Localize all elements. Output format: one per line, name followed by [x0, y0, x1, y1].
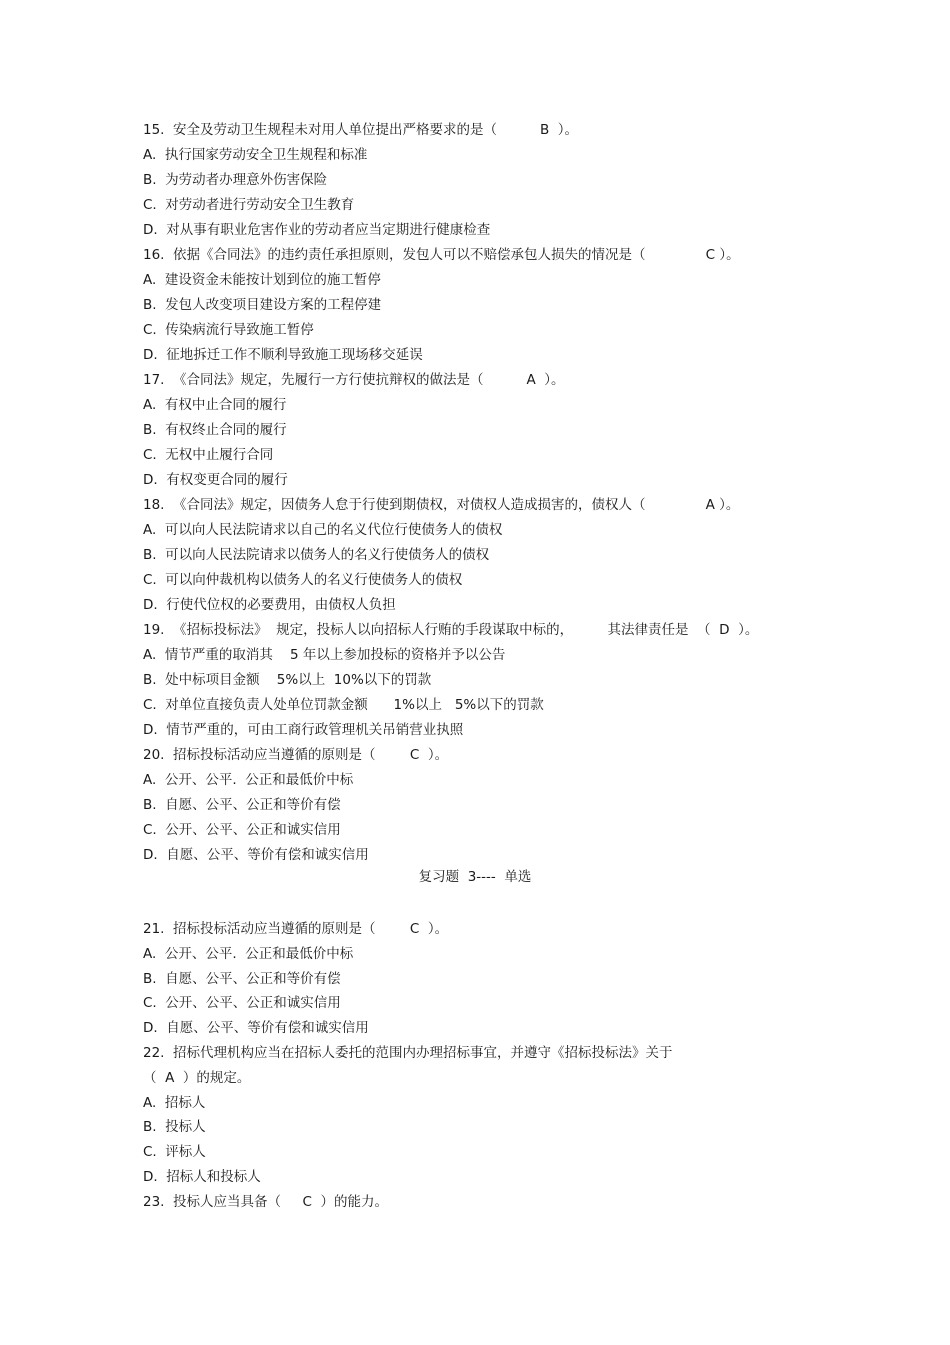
option-line: B. 为劳动者办理意外伤害保险 — [143, 172, 328, 188]
option-line: C. 公开、公平、公正和诚实信用 — [143, 822, 341, 838]
option-line: B. 自愿、公平、公正和等价有偿 — [143, 797, 341, 813]
question-line: 20. 招标投标活动应当遵循的原则是（ C ）。 — [143, 747, 449, 763]
option-line: B. 可以向人民法院请求以债务人的名义行使债务人的债权 — [143, 547, 490, 563]
question-line: 18. 《合同法》规定，因债务人怠于行使到期债权，对债权人造成损害的，债权人（ A ）。 — [143, 497, 740, 513]
question-line: （ A ）的规定。 — [143, 1069, 251, 1086]
question-line: 15. 安全及劳动卫生规程未对用人单位提出严格要求的是（ B ）。 — [143, 122, 579, 138]
option-line: A. 执行国家劳动安全卫生规程和标准 — [143, 147, 368, 163]
option-line: A. 有权中止合同的履行 — [143, 397, 287, 413]
option-line: D. 情节严重的，可由工商行政管理机关吊销营业执照 — [143, 722, 464, 738]
question-line: 23. 投标人应当具备（ C ）的能力。 — [143, 1193, 389, 1210]
option-line: A. 公开、公平. 公正和最低价中标 — [143, 945, 354, 962]
option-line: B. 发包人改变项目建设方案的工程停建 — [143, 297, 382, 313]
option-line: A. 建设资金未能按计划到位的施工暂停 — [143, 272, 381, 288]
option-line: C. 对单位直接负责人处单位罚款金额 1%以上 5%以下的罚款 — [143, 697, 544, 713]
option-line: C. 无权中止履行合同 — [143, 447, 274, 463]
option-line: A. 可以向人民法院请求以自己的名义代位行使债务人的债权 — [143, 522, 503, 538]
option-line: D. 自愿、公平、等价有偿和诚实信用 — [143, 1020, 369, 1037]
option-line: D. 行使代位权的必要费用，由债权人负担 — [143, 597, 396, 613]
option-line: B. 有权终止合同的履行 — [143, 422, 287, 438]
option-line: C. 可以向仲裁机构以债务人的名义行使债务人的债权 — [143, 572, 463, 588]
option-line: C. 公开、公平、公正和诚实信用 — [143, 995, 341, 1012]
option-line: B. 投标人 — [143, 1119, 206, 1136]
option-line: A. 公开、公平. 公正和最低价中标 — [143, 772, 354, 788]
question-line: 21. 招标投标活动应当遵循的原则是（ C ）。 — [143, 921, 449, 937]
option-line: B. 处中标项目金额 5%以上 10%以下的罚款 — [143, 672, 432, 688]
option-line: B. 自愿、公平、公正和等价有偿 — [143, 970, 341, 987]
option-line: D. 自愿、公平、等价有偿和诚实信用 — [143, 847, 369, 863]
section-heading: 复习题 3---- 单选 — [418, 869, 532, 885]
option-line: D. 对从事有职业危害作业的劳动者应当定期进行健康检查 — [143, 222, 491, 238]
question-line: 16. 依据《合同法》的违约责任承担原则，发包人可以不赔偿承包人损失的情况是（ C ）。 — [143, 247, 740, 263]
option-line: D. 招标人和投标人 — [143, 1169, 261, 1185]
question-line: 17. 《合同法》规定，先履行一方行使抗辩权的做法是（ A ）。 — [143, 372, 565, 388]
option-line: D. 有权变更合同的履行 — [143, 472, 288, 488]
option-line: C. 对劳动者进行劳动安全卫生教育 — [143, 197, 355, 213]
option-line: D. 征地拆迁工作不顺利导致施工现场移交延误 — [143, 347, 423, 363]
question-line: 22. 招标代理机构应当在招标人委托的范围内办理招标事宜，并遵守《招标投标法》关于 — [143, 1045, 673, 1061]
question-line: 19. 《招标投标法》 规定，投标人以向招标人行贿的手段谋取中标的， 其法律责任是 （ D ）。 — [143, 622, 759, 638]
option-line: A. 招标人 — [143, 1094, 206, 1111]
option-line: C. 评标人 — [143, 1144, 206, 1161]
option-line: C. 传染病流行导致施工暂停 — [143, 322, 314, 338]
option-line: A. 情节严重的取消其 5 年以上参加投标的资格并予以公告 — [143, 647, 506, 663]
